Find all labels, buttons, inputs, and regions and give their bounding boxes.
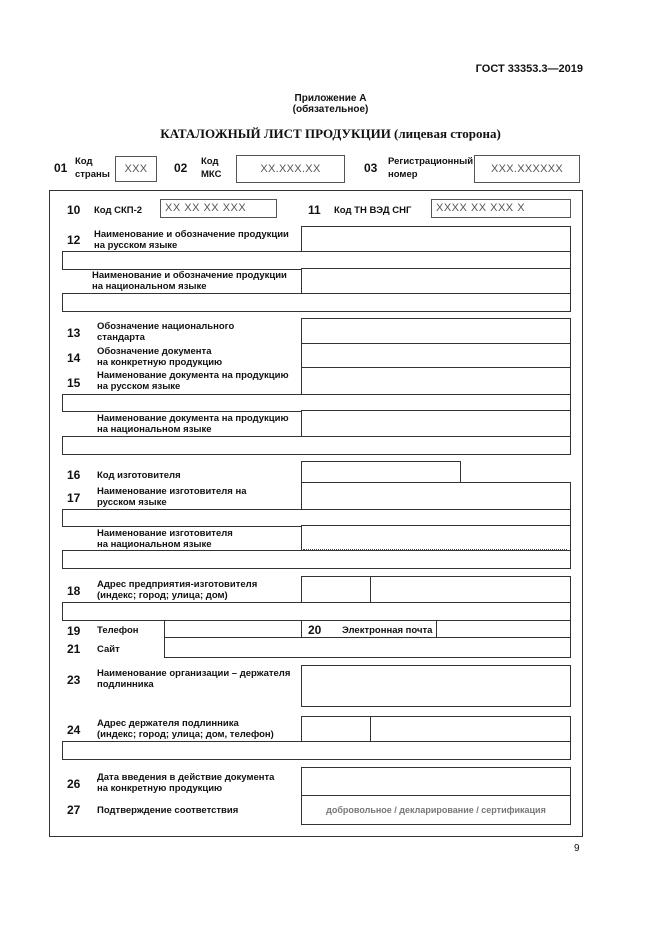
field-01-label-line2: страны <box>75 169 110 180</box>
manufacturer-code-input[interactable] <box>301 461 461 484</box>
field-02-label <box>201 156 221 180</box>
product-name-ru-input[interactable] <box>301 226 571 252</box>
field-23-label-line1: Наименование организации – держателя <box>97 668 291 679</box>
field-15-number: 15 <box>67 376 81 390</box>
phone-input[interactable] <box>164 620 302 638</box>
registration-number-input[interactable]: XXX.XXXXXX <box>474 155 580 183</box>
skp2-code-input[interactable]: XX XX XX XXX <box>160 199 277 218</box>
field-13-label <box>97 321 234 343</box>
manufacturer-address-input[interactable] <box>301 576 571 604</box>
field-13-number: 13 <box>67 326 81 340</box>
field-12-label-line1: Наименование и обозначение продукции <box>94 229 289 240</box>
appendix-type: (обязательное) <box>292 104 369 115</box>
field-02-number: 02 <box>174 161 188 175</box>
field-23-label-line2: подлинника <box>97 679 154 690</box>
field-14-number: 14 <box>67 351 81 365</box>
product-document-input[interactable] <box>301 343 571 369</box>
field-17-label-line2: русском языке <box>97 497 167 508</box>
address-divider <box>370 576 371 603</box>
field-18-number: 18 <box>67 584 81 598</box>
effective-date-input[interactable] <box>301 767 571 797</box>
field-01-label <box>75 156 110 180</box>
conformity-options-text: добровольное / декларирование / сертификация <box>326 805 546 815</box>
manufacturer-name-ru-input[interactable] <box>301 482 571 511</box>
field-11-number: 11 <box>308 203 321 217</box>
field-14-label-line2: на конкретную продукцию <box>97 357 223 368</box>
conformity-confirmation-select[interactable] <box>301 795 571 825</box>
country-code-input[interactable]: XXX <box>115 156 157 182</box>
field-12-label-line2: на русском языке <box>94 240 178 251</box>
field-17-label-line1: Наименование изготовителя на <box>97 486 247 497</box>
field-12-label <box>94 229 289 251</box>
field-26-label <box>97 772 274 794</box>
field-19-number: 19 <box>67 624 81 638</box>
field-18-label <box>97 579 257 601</box>
field-17b-label-line1: Наименование изготовителя <box>97 528 233 539</box>
manufacturer-address-overflow-input[interactable] <box>62 602 571 621</box>
field-23-label <box>97 668 290 690</box>
standard-number: ГОСТ 33353.3—2019 <box>475 63 583 75</box>
field-24-number: 24 <box>67 723 81 737</box>
holder-address-input[interactable] <box>301 716 571 743</box>
holder-address-overflow-input[interactable] <box>62 741 571 760</box>
original-holder-input[interactable] <box>301 665 571 707</box>
field-13-label-line1: Обозначение национального <box>97 321 235 332</box>
field-17b-label <box>97 528 233 550</box>
field-18-label-line1: Адрес предприятия-изготовителя <box>97 579 258 590</box>
field-24-label-line1: Адрес держателя подлинника <box>97 718 239 729</box>
field-15-label-line1: Наименование документа на продукцию <box>97 370 289 381</box>
field-16-number: 16 <box>67 468 81 482</box>
field-12b-label <box>92 270 287 292</box>
field-03-label-line2: номер <box>388 169 418 180</box>
field-14-label <box>97 346 222 368</box>
field-16-label: Код изготовителя <box>97 470 181 481</box>
field-24-label <box>97 718 274 740</box>
field-27-label: Подтверждение соответствия <box>97 805 239 816</box>
field-15b-label <box>97 413 289 435</box>
address-divider <box>370 716 371 742</box>
page-title: КАТАЛОЖНЫЙ ЛИСТ ПРОДУКЦИИ (лицевая сторона) <box>160 126 501 141</box>
field-20-label: Электронная почта <box>342 625 433 636</box>
field-26-label-line2: на конкретную продукцию <box>97 783 223 794</box>
field-26-label-line1: Дата введения в действие документа <box>97 772 275 783</box>
email-input[interactable] <box>436 620 571 638</box>
appendix-label: Приложение А <box>294 93 367 104</box>
document-name-national-overflow-input[interactable] <box>62 436 571 455</box>
field-01-label-line1: Код <box>75 156 93 167</box>
field-24-label-line2: (индекс; город; улица; дом, телефон) <box>97 729 274 740</box>
field-17-label <box>97 486 246 508</box>
national-standard-input[interactable] <box>301 318 571 345</box>
field-21-number: 21 <box>67 642 81 656</box>
field-01-number: 01 <box>54 161 68 175</box>
field-03-label <box>388 156 473 180</box>
field-26-number: 26 <box>67 777 81 791</box>
field-02-label-line1: Код <box>201 156 219 167</box>
document-name-national-input[interactable] <box>301 410 571 438</box>
field-19-label: Телефон <box>97 625 139 636</box>
field-03-label-line1: Регистрационный <box>388 156 474 167</box>
product-name-national-overflow-input[interactable] <box>62 293 571 312</box>
field-02-label-line2: МКС <box>201 169 222 180</box>
document-name-ru-input[interactable] <box>301 367 571 396</box>
field-13-label-line2: стандарта <box>97 332 145 343</box>
page-number: 9 <box>574 843 580 854</box>
field-15b-label-line1: Наименование документа на продукцию <box>97 413 289 424</box>
field-10-label: Код СКП-2 <box>94 205 143 216</box>
field-12b-label-line2: на национальном языке <box>92 281 207 292</box>
field-27-number: 27 <box>67 803 81 817</box>
field-18-label-line2: (индекс; город; улица; дом) <box>97 590 228 601</box>
website-input[interactable] <box>164 637 571 658</box>
field-15-label-line2: на русском языке <box>97 381 181 392</box>
field-11-label: Код ТН ВЭД СНГ <box>334 205 412 216</box>
field-14-label-line1: Обозначение документа <box>97 346 212 357</box>
field-17-number: 17 <box>67 491 81 505</box>
field-03-number: 03 <box>364 161 378 175</box>
field-21-label: Сайт <box>97 644 120 655</box>
field-12b-label-line1: Наименование и обозначение продукции <box>92 270 287 281</box>
field-10-number: 10 <box>67 203 81 217</box>
tnved-code-input[interactable]: XXXX XX XXX X <box>431 199 571 218</box>
field-12-number: 12 <box>67 233 81 247</box>
field-17b-label-line2: на национальном языке <box>97 539 212 550</box>
product-name-national-input[interactable] <box>301 268 571 295</box>
field-15b-label-line2: на национальном языке <box>97 424 212 435</box>
manufacturer-name-national-overflow-input[interactable] <box>62 550 571 569</box>
field-23-number: 23 <box>67 673 81 687</box>
mks-code-input[interactable]: XX.XXX.XX <box>236 155 345 183</box>
manufacturer-name-national-input[interactable] <box>301 525 571 552</box>
field-20-number: 20 <box>308 623 322 637</box>
field-15-label <box>97 370 289 392</box>
